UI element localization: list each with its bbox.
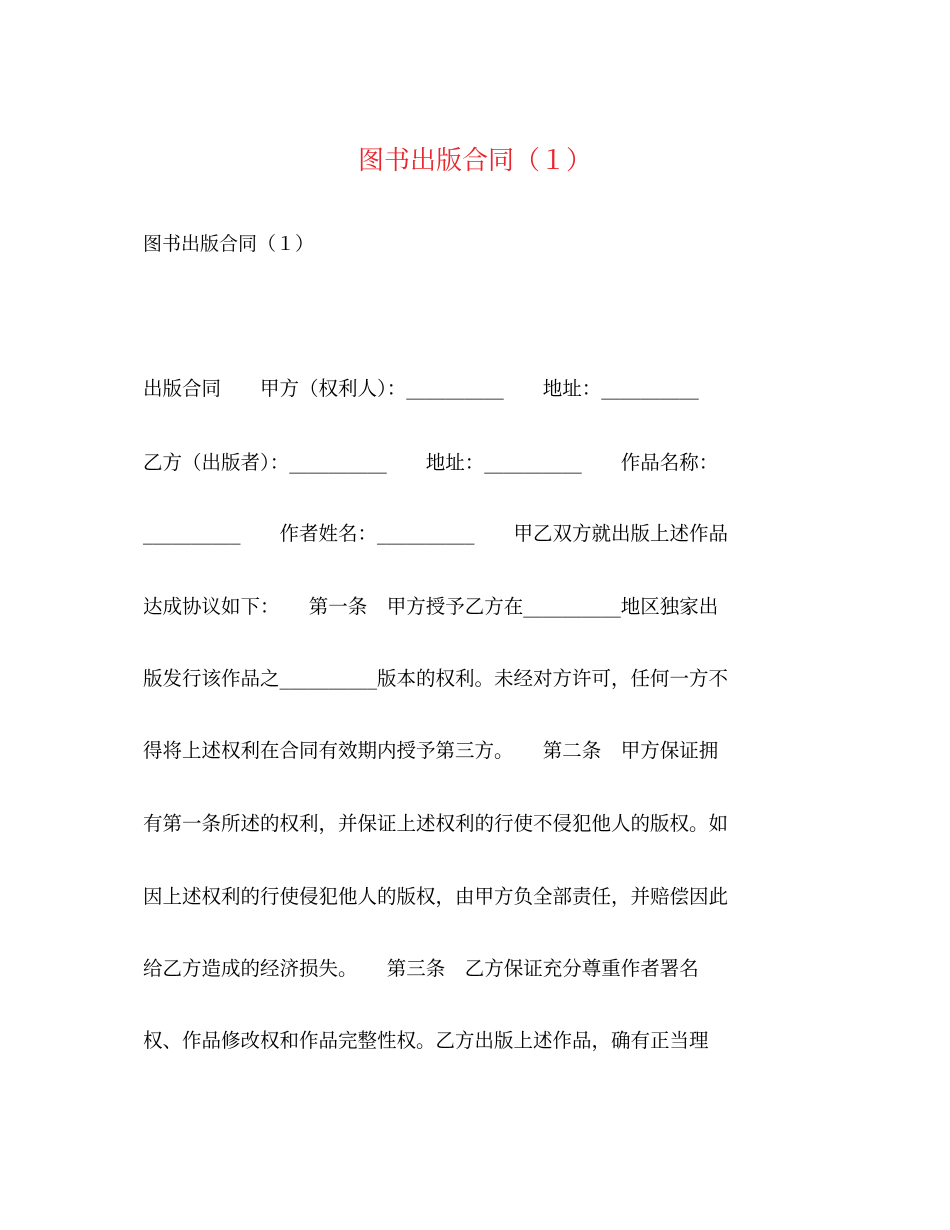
body-text-line: 出版合同 甲方（权利人）：__________ 地址：__________ <box>143 377 699 400</box>
document-subtitle: 图书出版合同（１） <box>143 233 315 255</box>
body-text-line: 有第一条所述的权利，并保证上述权利的行使不侵犯他人的版权。如 <box>143 812 729 835</box>
body-text-line: 达成协议如下： 第一条 甲方授予乙方在__________地区独家出 <box>143 595 719 618</box>
document-title: 图书出版合同（１） <box>357 146 592 176</box>
body-text-line: 乙方（出版者）：__________ 地址：__________ 作品名称： <box>143 451 719 474</box>
body-text-line: 得将上述权利在合同有效期内授予第三方。 第二条 甲方保证拥 <box>143 739 719 762</box>
body-text-line: 因上述权利的行使侵犯他人的版权，由甲方负全部责任，并赔偿因此 <box>143 885 729 908</box>
body-text-line: 版发行该作品之__________版本的权利。未经对方许可，任何一方不 <box>143 667 729 690</box>
body-text-line: 给乙方造成的经济损失。 第三条 乙方保证充分尊重作者署名 <box>143 957 699 980</box>
body-text-line: 权、作品修改权和作品完整性权。乙方出版上述作品，确有正当理 <box>143 1029 709 1052</box>
body-text-line: __________ 作者姓名：__________ 甲乙双方就出版上述作品 <box>143 522 729 545</box>
